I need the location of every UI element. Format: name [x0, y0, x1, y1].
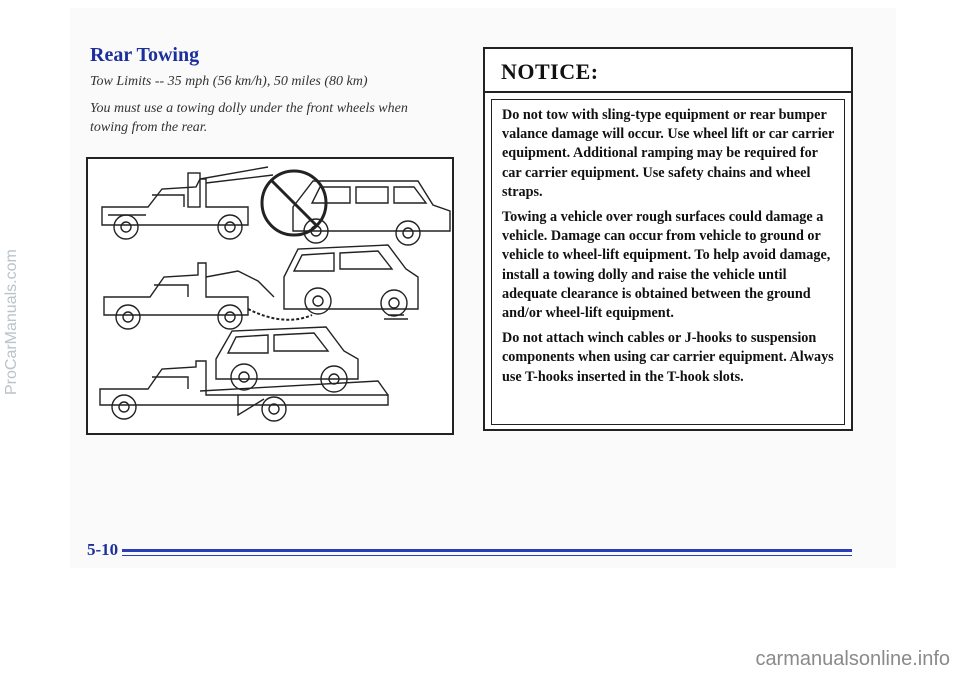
- bottom-watermark: carmanualsonline.info: [755, 648, 950, 670]
- section-title: Rear Towing: [90, 44, 200, 66]
- carried-suv: [216, 327, 358, 392]
- side-watermark: ProCarManuals.com: [3, 249, 20, 395]
- notice-heading: NOTICE:: [485, 49, 851, 93]
- towed-suv-2: [284, 245, 418, 319]
- footer-rule-thin: [122, 555, 852, 556]
- towing-diagram: [88, 159, 452, 433]
- safety-chain: [248, 309, 312, 320]
- notice-paragraph-2: Towing a vehicle over rough surfaces could damage a vehicle. Damage can occur from vehicle to ground or vehicle to wheel-lift equipment. To help avoid damage, install a towing dolly and raise the vehicle until adequate clearance is obtained between the ground and/or wheel-lift equipment.: [502, 209, 831, 322]
- tow-truck-sling: [102, 167, 273, 239]
- page-number: 5-10: [87, 540, 119, 559]
- notice-paragraph-3: Do not attach winch cables or J-hooks to suspension components when using car carrier equipment. Always use T-hooks inserted in the T-hook slots.: [502, 330, 834, 385]
- car-carrier-truck: [100, 361, 388, 421]
- notice-box: [483, 47, 853, 431]
- notice-body: [491, 99, 845, 425]
- towing-illustration: [86, 157, 454, 435]
- instruction-line-1: You must use a towing dolly under the front wheels when: [90, 101, 408, 116]
- instruction-line-2: towing from the rear.: [90, 120, 208, 135]
- towed-suv-1: [293, 181, 450, 245]
- tow-limits-text: Tow Limits -- 35 mph (56 km/h), 50 miles (80 km): [90, 74, 368, 89]
- notice-paragraph-1: Do not tow with sling-type equipment or rear bumper valance damage will occur. Use wheel lift or car carrier equipment. Additional ramping may be required for car carrier equipment. Use safety chains and wheel straps.: [502, 107, 835, 200]
- instruction-text: [90, 99, 462, 137]
- tow-truck-wheel-lift: [104, 263, 274, 329]
- footer-rule: [122, 549, 852, 552]
